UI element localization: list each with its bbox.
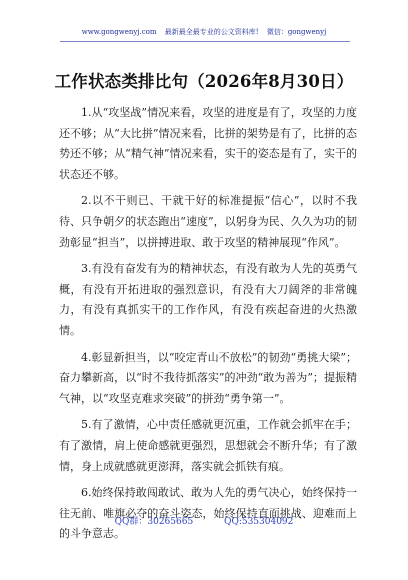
header-site-link[interactable]: www.gongwenyj.com [81,28,157,36]
paragraph-1: 1.从“攻坚战”情况来看，攻坚的进度是有了，攻坚的力度还不够；从“大比拼”情况来看，比拼的架势是有了，比拼的态势还不够；从“精气神”情况来看，实干的姿态是有了，实干的状态还不够。 [59,106,357,181]
paragraph-6: 6.始终保持敢闯敢试、敢为人先的勇气决心，始终保持一往无前、唯旗必夺的奋斗姿态，始终保持直面挑战、迎难而上的斗争意志。 [59,486,357,541]
document-body [59,103,357,551]
footer-qq-group: QQ群：30265665 [114,517,194,527]
footer-qq: QQ:535304092 [224,517,294,527]
paragraph-5: 5.有了激情，心中责任感就更沉重，工作就会抓牢在手；有了激情，肩上使命感就更强烈，思想就会不断升华；有了激情，身上成就感就更澎湃，落实就会抓铁有痕。 [59,418,357,473]
page-header [0,27,408,37]
document-title: 工作状态类排比句（2026年8月30日） [54,72,354,91]
paragraph-3: 3.有没有奋发有为的精神状态，有没有敢为人先的英勇气概，有没有开拓进取的强烈意识，有没有大刀阔斧的非常魄力，有没有真抓实干的工作作风，有没有疾起奋进的火热激情。 [59,262,357,337]
paragraph-4: 4.彰显新担当，以“咬定青山不放松”的韧劲“勇挑大梁”；奋力攀新高，以“时不我待抓落实”的冲劲“敢为善为”；提振精气神，以“攻坚克难求突破”的拼劲“勇争第一”。 [59,350,357,405]
header-slogan: 最新最全最专业的公文资料库! [164,28,259,36]
page-footer [0,516,408,528]
paragraph-2: 2.以不干则已、干就干好的标准提振“信心”，以时不我待、只争朝夕的状态跑出“速度”，以躬身为民、久久为功的韧劲彰显“担当”，以拼搏进取、敢于攻坚的精神展现“作风”。 [59,194,357,249]
header-wechat: 微信：gongwenyj [266,28,327,36]
header-divider [60,41,350,42]
